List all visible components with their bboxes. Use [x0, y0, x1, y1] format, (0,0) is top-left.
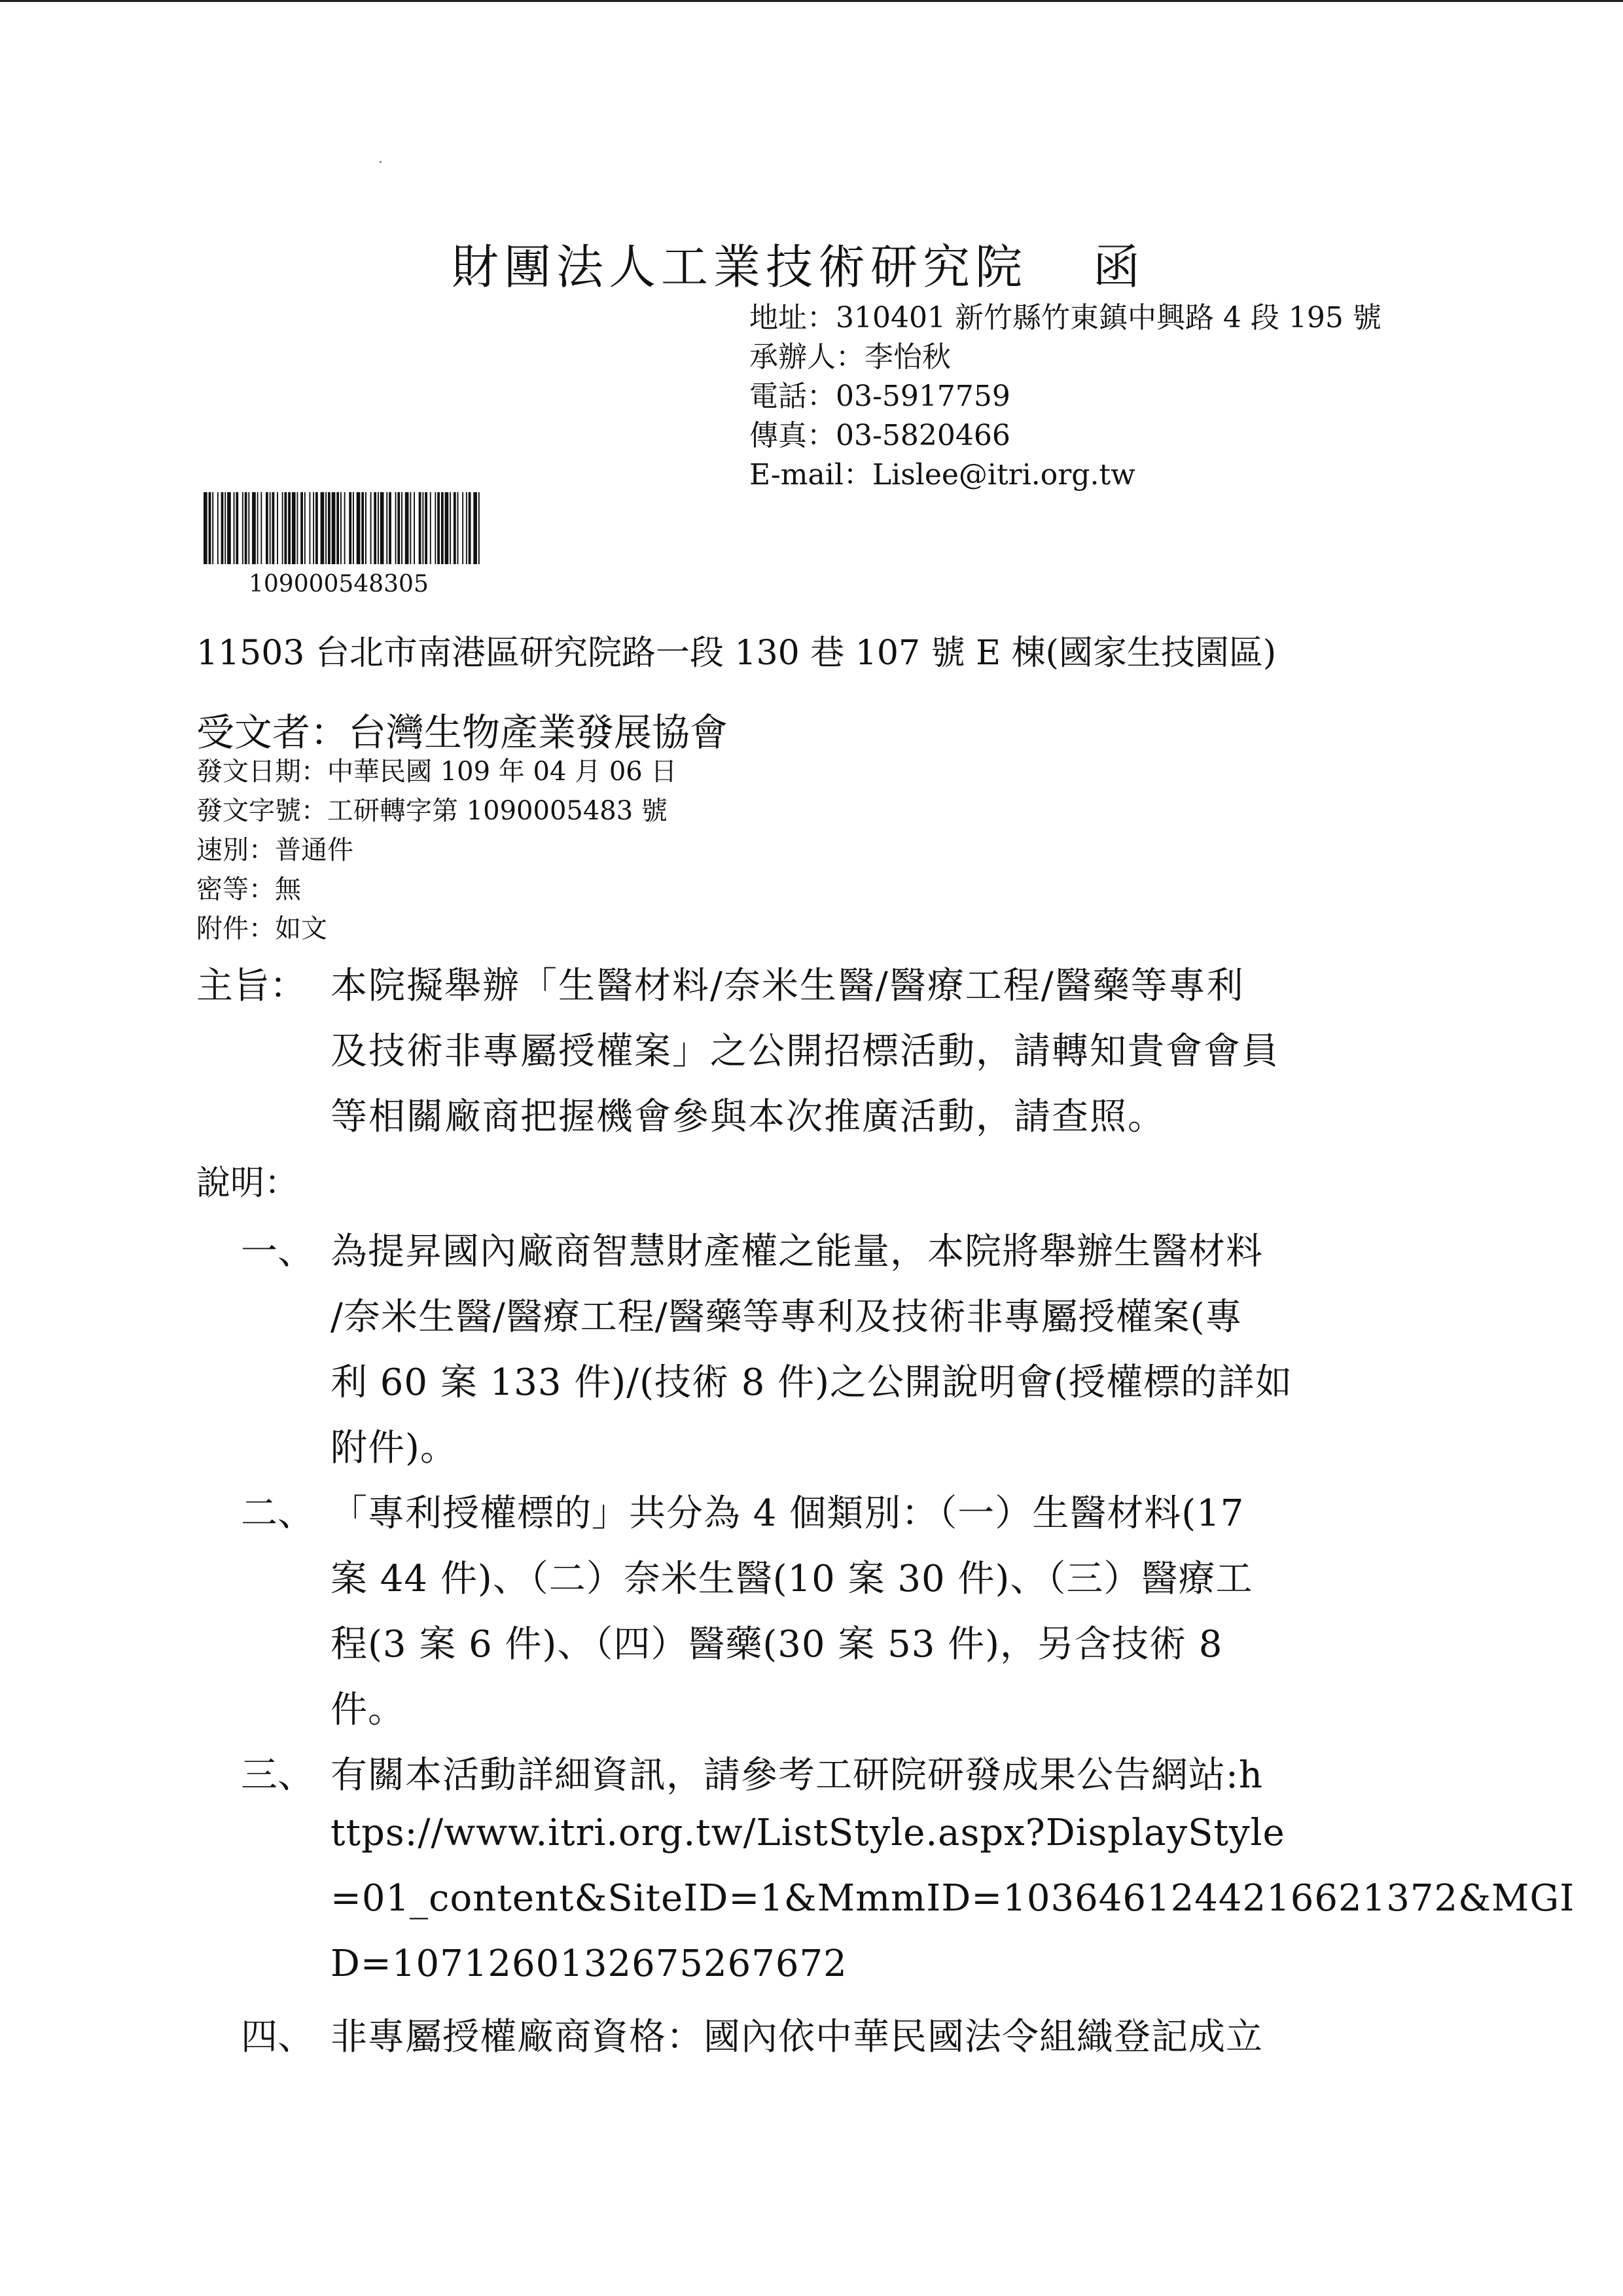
barcode-bar: [389, 492, 391, 564]
item-line: 附件)。: [330, 1427, 457, 1469]
barcode-bar: [425, 492, 427, 564]
barcode-bar: [260, 492, 262, 564]
barcode-bar: [266, 492, 268, 564]
barcode-bar: [414, 492, 415, 564]
barcode-bar: [234, 492, 235, 564]
item-line: =01_content&SiteID=1&MmmID=1036461244216621372&MGI: [330, 1877, 1575, 1920]
item-line: 程(3 案 6 件)、（四）醫藥(30 案 53 件)，另含技術 8: [330, 1623, 1223, 1666]
barcode-bar: [304, 492, 306, 564]
barcode-bar: [321, 492, 325, 564]
item-line: 為提昇國內廠商智慧財產權之能量，本院將舉辦生醫材料: [330, 1230, 1263, 1273]
barcode-bar: [297, 492, 298, 564]
item-line: 有關本活動詳細資訊，請參考工研院研發成果公告網站:h: [330, 1754, 1263, 1797]
barcode-bar: [353, 492, 354, 564]
barcode-bar: [310, 492, 311, 564]
subject-line: 本院擬舉辦「生醫材料/奈米生醫/醫療工程/醫藥等專利: [330, 965, 1245, 1007]
barcode-number: 109000548305: [249, 571, 429, 598]
barcode-bar: [457, 492, 459, 564]
item-line: D=1071260132675267672: [330, 1943, 847, 1985]
barcode-bar: [405, 492, 409, 564]
item-number: 二、: [241, 1492, 314, 1535]
item-line: 件。: [330, 1689, 405, 1731]
barcode-bar: [365, 492, 366, 564]
barcode-bar: [422, 492, 423, 564]
barcode-bar: [454, 492, 456, 564]
barcode-bar: [212, 492, 213, 564]
sender-phone: 電話：03-5917759: [749, 380, 1010, 413]
item-line: 案 44 件)、（二）奈米生醫(10 案 30 件)、（三）醫療工: [330, 1558, 1253, 1600]
org-name: 財團法人工業技術研究院: [452, 240, 1028, 295]
item-number: 一、: [241, 1230, 314, 1273]
secrecy-level: 密等：無: [196, 874, 301, 905]
barcode-bar: [336, 492, 339, 564]
barcode-bar: [224, 492, 226, 564]
explanation-label: 說明：: [196, 1164, 299, 1203]
barcode-bar: [270, 492, 271, 564]
issue-date: 發文日期：中華民國 109 年 04 月 06 日: [196, 757, 677, 787]
sender-email: E-mail：Lislee@itri.org.tw: [749, 458, 1135, 492]
item-line: 非專屬授權廠商資格：國內依中華民國法令組織登記成立: [330, 2016, 1263, 2058]
barcode-bar: [252, 492, 256, 564]
barcode-bar: [236, 492, 238, 564]
subject-line: 及技術非專屬授權案」之公開招標活動，請轉知貴會會員: [330, 1030, 1279, 1073]
doc-type: 函: [1093, 240, 1146, 295]
page-top-edge: [0, 0, 1623, 2]
barcode-bar: [257, 492, 259, 564]
barcode-bar: [340, 492, 342, 564]
barcode-bar: [401, 492, 402, 564]
barcode-bar: [248, 492, 249, 564]
barcode-bar: [357, 492, 361, 564]
barcode-bar: [227, 492, 231, 564]
item-line: /奈米生醫/醫療工程/醫藥等專利及技術非專屬授權案(專: [330, 1296, 1243, 1338]
barcode-bar: [435, 492, 436, 564]
sender-handler: 承辦人：李怡秋: [749, 340, 951, 374]
barcode-bar: [217, 492, 219, 564]
barcode-bar: [328, 492, 330, 564]
barcode-bar: [285, 492, 287, 564]
subject-label: 主旨：: [196, 965, 306, 1007]
speed-class: 速別：普通件: [196, 835, 353, 865]
barcode-bar: [469, 492, 471, 564]
barcode-bar: [315, 492, 318, 564]
item-number: 三、: [241, 1754, 314, 1797]
item-line: 利 60 案 133 件)/(技術 8 件)之公開說明會(授權標的詳如: [330, 1361, 1293, 1404]
barcode-bar: [445, 492, 449, 564]
barcode-bar: [378, 492, 379, 564]
barcode-bar: [473, 492, 477, 564]
barcode-bar: [410, 492, 411, 564]
barcode-bar: [462, 492, 463, 564]
barcode-bar: [419, 492, 421, 564]
barcode-bar: [282, 492, 283, 564]
barcode-bar: [370, 492, 372, 564]
subject-line: 等相關廠商把握機會參與本次推廣活動，請查照。: [330, 1096, 1166, 1138]
barcode-bar: [209, 492, 211, 564]
sender-fax: 傳真：03-5820466: [749, 419, 1010, 452]
barcode-bar: [332, 492, 336, 564]
barcode-bar: [221, 492, 224, 564]
recipient: 受文者：台灣生物產業發展協會: [196, 710, 728, 755]
barcode-bar: [441, 492, 444, 564]
barcode-bar: [450, 492, 451, 564]
barcode-bar: [430, 492, 431, 564]
item-line: ttps://www.itri.org.tw/ListStyle.aspx?DisplayStyle: [330, 1812, 1285, 1854]
recipient-address: 11503 台北市南港區研究院路一段 130 巷 107 號 E 棟(國家生技園區): [196, 634, 1277, 673]
barcode-bar: [361, 492, 364, 564]
barcode: [201, 492, 482, 564]
barcode-bar: [245, 492, 247, 564]
barcode-bar: [397, 492, 400, 564]
scan-speck: [380, 161, 382, 163]
barcode-bar: [325, 492, 327, 564]
barcode-bar: [478, 492, 480, 564]
barcode-bar: [386, 492, 387, 564]
item-number: 四、: [241, 2016, 314, 2058]
barcode-bar: [395, 492, 397, 564]
barcode-bar: [466, 492, 467, 564]
document-title: [452, 229, 1145, 297]
sender-address: 地址：310401 新竹縣竹東鎮中興路 4 段 195 號: [749, 301, 1382, 334]
attachment: 附件：如文: [196, 914, 327, 944]
barcode-bar: [313, 492, 314, 564]
barcode-bar: [288, 492, 291, 564]
item-line: 「專利授權標的」共分為 4 個類別：（一）生醫材料(17: [330, 1492, 1245, 1535]
barcode-bar: [272, 492, 275, 564]
doc-number: 發文字號：工研轉字第 1090005483 號: [196, 796, 668, 826]
barcode-bar: [277, 492, 278, 564]
barcode-bar: [437, 492, 440, 564]
barcode-bar: [374, 492, 376, 564]
barcode-bar: [344, 492, 346, 564]
barcode-bar: [380, 492, 384, 564]
barcode-bar: [349, 492, 351, 564]
barcode-bar: [204, 492, 207, 564]
barcode-bar: [242, 492, 243, 564]
barcode-bar: [300, 492, 303, 564]
barcode-bar: [292, 492, 296, 564]
